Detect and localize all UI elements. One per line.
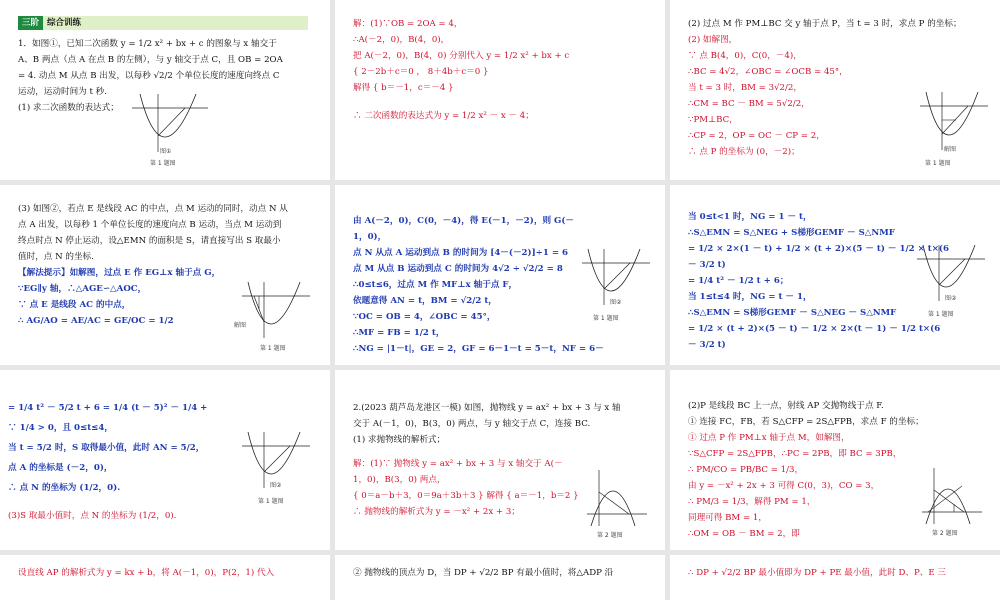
text-line: ∴ 点 P 的坐标为 (0，－2)； [688,147,800,157]
text-line: = 1/4 t² － 5/2 t + 6 = 1/4 (t － 5)² － 1/4 + [8,403,208,413]
slide-7 [0,370,330,550]
text-line: 设直线 AP 的解析式为 y = kx + b，将 A(－1，0)，P(2，1) 代入 [18,568,275,578]
text-line: ∴BC = 4√2，∠OBC = ∠OCB = 45°， [688,67,848,77]
text-line: ∴S△EMN = S梯形GEMF － S△NEG － S△NMF [688,308,897,318]
text-line: 依题意得 AN = t，BM = √2/2 t， [353,296,497,306]
text-line: 2.(2023 葫芦岛龙港区一模) 如图，抛物线 y = ax² + bx + 3 与 x 轴 [353,403,621,413]
figure-label: 图② [610,299,622,306]
text-line: 【解法提示】如解图，过点 E 作 EG⊥x 轴于点 G， [18,268,221,278]
text-line: ∵PM⊥BC， [688,115,738,125]
text-line: ∴NG = |1－t|，GE = 2，GF = 6－1－t = 5－t，NF = 6－ [353,344,604,354]
solution-text [18,565,318,581]
parabola-figure [920,466,984,526]
text-line: (2) 过点 M 作 PM⊥BC 交 y 轴于点 P，当 t = 3 时，求点 P 的坐标； [688,19,962,29]
slide-3 [670,0,1000,180]
text-line: ∴A(－2，0)，B(4，0)， [353,35,450,45]
text-line: 运动，运动时间为 t 秒. [18,87,107,97]
text-line: 点 N 从点 A 运动到点 B 的时间为 [4－(－2)]÷1 = 6 [353,248,569,258]
solution-text [353,16,653,124]
text-line: 解得 { b＝－1，c＝－4 } [353,83,454,93]
text-line: ① 过点 P 作 PM⊥x 轴于点 M，如解图， [688,433,850,443]
slide-10 [0,555,330,600]
figure-caption: 第 1 题图 [928,311,954,318]
text-line: ∴0≤t≤6，过点 M 作 MF⊥x 轴于点 F， [353,280,518,290]
figure-caption: 第 1 题图 [150,160,176,167]
text-line: 解：(1)∵OB = 2OA = 4， [353,19,463,29]
text-line: 1，0)， [353,232,387,242]
text-line: 由 y = －x² + 2x + 3 可得 C(0，3)，CO = 3， [688,481,880,491]
figure-caption: 第 2 题图 [932,530,958,537]
text-line: 解：(1)∵ 抛物线 y = ax² + bx + 3 与 x 轴交于 A(－ [353,459,563,469]
slide-5 [335,185,665,365]
text-line: ② 抛物线的顶点为 D，当 DP + √2/2 BP 有最小值时，将△ADP 沿 [353,568,614,578]
text-line: ∴ 抛物线的解析式为 y = －x² + 2x + 3； [353,507,520,517]
section-header [18,16,308,30]
slide-12 [670,555,1000,600]
text-line: A、B 两点（点 A 在点 B 的左侧），与 y 轴交于点 C，且 OB = 2OA [18,55,283,65]
figure-label: 图② [945,295,957,302]
text-line: ∵OC = OB = 4，∠OBC = 45°， [353,312,496,322]
text-line: { 2－2b＋c＝0 ， 8＋4b＋c＝0 } [353,67,489,77]
text-line: 由 A(－2，0)，C(0，－4)，得 E(－1，－2)，则 G(－ [353,216,575,226]
text-line: 当 t = 3 时，BM = 3√2/2， [688,83,802,93]
parabola-figure [580,247,652,307]
problem-text [353,565,653,581]
text-line: ∴ DP + √2/2 BP 最小值即为 DP + PE 最小值，此时 D、P、E 三 [688,568,946,578]
text-line: ∴MF = FB = 1/2 t， [353,328,445,338]
section-title: 综合训练 [43,16,308,30]
text-line: (3) 如图②，若点 E 是线段 AC 的中点，点 M 运动的同时，动点 N 从 [18,204,288,214]
text-line: 点 A 出发，以每秒 1 个单位长度的速度向点 B 运动，当点 M 运动到 [18,220,282,230]
figure-caption: 第 1 题图 [258,498,284,505]
text-line: = 1/4 t² － 1/2 t + 6； [688,276,789,286]
slide-4 [0,185,330,365]
text-line: 把 A(－2，0)，B(4，0) 分别代入 y = 1/2 x² + bx + c [353,51,570,61]
solution-text [688,565,988,581]
text-line: ∴OM = OB － BM = 2，即 [688,529,800,539]
text-line: ∴CP = 2，OP = OC － CP = 2， [688,131,825,141]
slide-9 [670,370,1000,550]
slide-6 [670,185,1000,365]
parabola-figure [240,430,312,490]
text-line: ∴CM = BC － BM = 5√2/2， [688,99,810,109]
slide-1 [0,0,330,180]
slide-2 [335,0,665,180]
text-line: ∵S△CFP = 2S△FPB，∴PC = 2PB，即 BC = 3PB， [688,449,902,459]
text-line: = 1/2 × 2×(1 － t) + 1/2 × (t + 2)×(5 － t) － 1/2 × t×(6 [688,244,949,254]
text-line: { 0＝a－b＋3，0＝9a＋3b＋3 } 解得 { a＝－1，b＝2 } [353,491,579,501]
text-line: (2)P 是线段 BC 上一点，射线 AP 交抛物线于点 F. [688,401,884,411]
parabola-figure [234,280,312,340]
text-line: 值时，点 N 的坐标. [18,252,94,262]
text-line: 当 0≤t<1 时，NG = 1 － t， [688,212,812,222]
text-line: 点 M 从点 B 运动到点 C 的时间为 4√2 ÷ √2/2 = 8 [353,264,563,274]
text-line: 终点时点 N 停止运动，设△EMN 的面积是 S，请直接写出 S 取最小 [18,236,281,246]
text-line: － 3/2 t) [688,340,726,350]
text-line: (3)S 取最小值时，点 N 的坐标为 (1/2，0). [8,511,177,521]
figure-caption: 第 1 题图 [260,345,286,352]
text-line: ∴ AG/AO = AE/AC = GE/OC = 1/2 [18,316,174,326]
text-line: ∴ PM/3 = 1/3，解得 PM = 1， [688,497,816,507]
figure-label: 图② [270,482,282,489]
text-line: 交于 A(－1，0)，B(3，0) 两点，与 y 轴交于点 C，连接 BC. [353,419,591,429]
text-line: (2) 如解图， [688,35,738,45]
figure-caption: 第 1 题图 [593,315,619,322]
text-line: ∵ 点 E 是线段 AC 的中点， [18,300,131,310]
text-line: 点 A 的坐标是 (－2，0)， [8,463,113,473]
text-line: 1．如图①，已知二次函数 y = 1/2 x² + bx + c 的图象与 x 轴交于 [18,39,277,49]
parabola-figure [130,92,210,154]
figure-label: 解图 [234,322,247,329]
text-line: 1，0)，B(3，0) 两点， [353,475,446,485]
section-badge: 三阶 [18,16,43,30]
text-line: 当 t = 5/2 时，S 取得最小值，此时 AN = 5/2， [8,443,205,453]
text-line: (1) 求二次函数的表达式； [18,103,119,113]
parabola-figure [585,468,649,528]
text-line: = 1/2 × (t + 2)×(5 － t) － 1/2 × 2×(t － 1) － 1/2 t×(6 [688,324,941,334]
text-line: ∵EG∥y 轴，∴△AGE∽△AOC， [18,284,147,294]
figure-caption: 第 1 题图 [925,160,951,167]
parabola-figure [918,90,990,152]
text-line: (1) 求抛物线的解析式； [353,435,446,445]
slide-8 [335,370,665,550]
text-line: ∴S△EMN = S△NEG + S梯形GEMF － S△NMF [688,228,895,238]
figure-caption: 第 2 题图 [597,532,623,539]
text-line: 同理可得 BM = 1， [688,513,767,523]
text-line: ① 连接 FC，FB，若 S△CFP = 2S△FPB，求点 F 的坐标； [688,417,924,427]
text-line: － 3/2 t) [688,260,726,270]
text-line: ∵ 1/4 > 0，且 0≤t≤4， [8,423,113,433]
text-line: ∴ 点 N 的坐标为 (1/2，0). [8,483,121,493]
figure-label: 图① [160,148,172,155]
text-line: ∴ 二次函数的表达式为 y = 1/2 x² － x － 4； [353,111,534,121]
figure-label: 解图 [944,146,957,153]
slide-11 [335,555,665,600]
text-line: ∴ PM/CO = PB/BC = 1/3， [688,465,804,475]
text-line: ∵ 点 B(4，0)，C(0，－4)， [688,51,802,61]
parabola-figure [915,243,987,303]
text-line: = 4. 动点 M 从点 B 出发，以每秒 √2/2 个单位长度的速度向终点 C [18,71,280,81]
text-line: 当 1≤t≤4 时，NG = t － 1， [688,292,812,302]
